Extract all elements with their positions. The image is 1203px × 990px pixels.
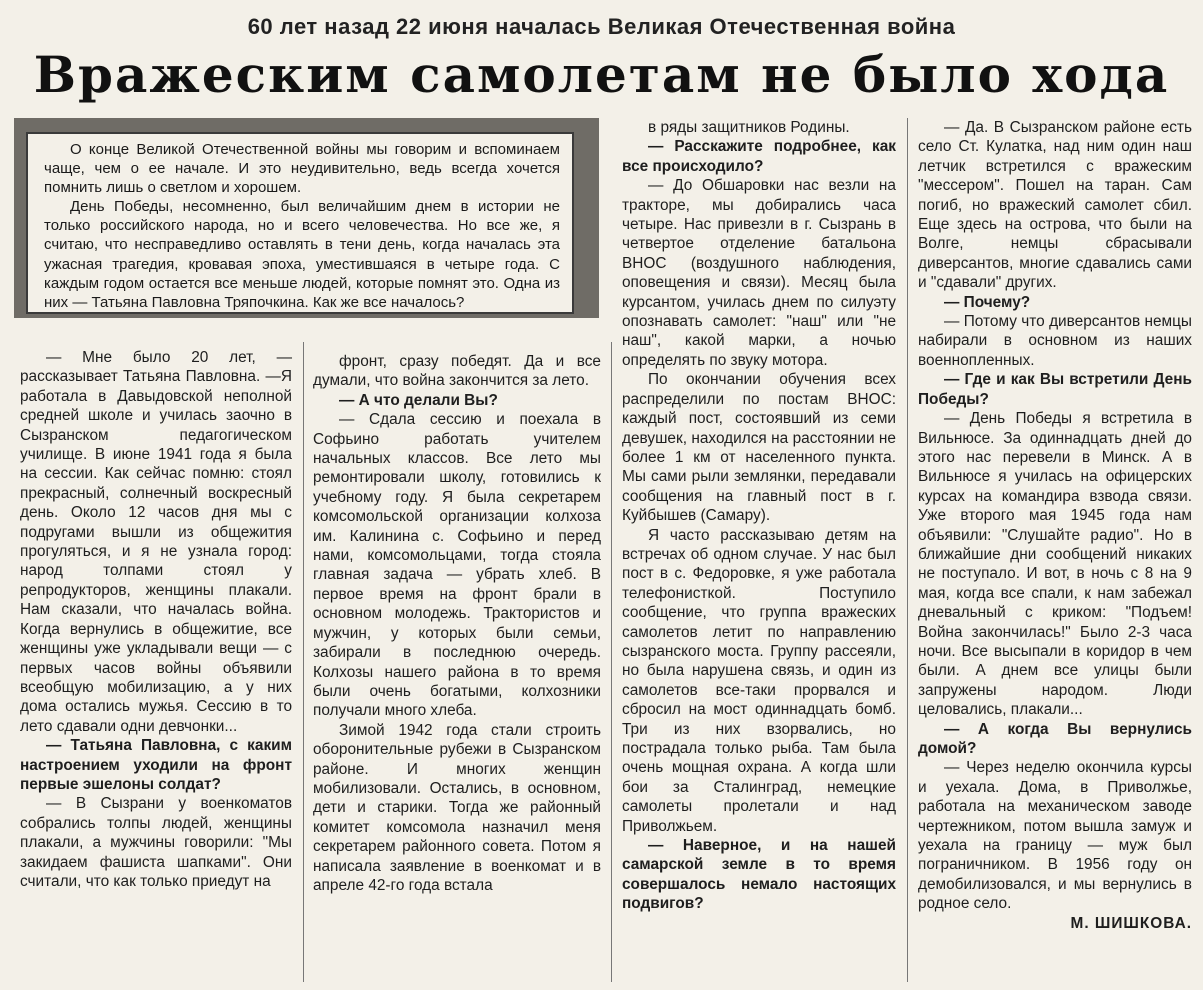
paragraph: — Потому что диверсантов немцы набирали в основном из наших военнопленных. [918, 313, 1192, 369]
headline: Вражеским самолетам не было хода [33, 45, 1170, 104]
paragraph: — Да. В Сызранском районе есть село Ст. Кулатка, над ним один наш летчик встретился с вражеским "мессером". Пошел на таран. Сам погиб, но вражеский самолет сбил. Еще здесь на острова, что были на Волге, немцы сбрасывали диверсантов, многие сдавались сами и "сдавали" других. [918, 119, 1192, 292]
interview-question: — Почему? [944, 293, 1031, 311]
lead-paragraph-2: День Победы, несомненно, был величайшим днем в истории не только российского народа, но и всего человечества. Но все же, я считаю, что несправедливо оставлять в тени день, когда началась эта ужасная трагедия, кровавая эпоха, уместившаяся в четыре года. С каждым годом остается все меньше людей, которые помнят это. Одна из них — Татьяна Павловна Тряпочкина. Как же все началось? [44, 198, 560, 311]
paragraph: — Сдала сессию и поехала в Софьино работать учителем начальных классов. Все лето мы ремонтировали школу, готовились к учебному году. Я была секретарем комсомольской организации колхоза им. Калинина с. Софьино и перед нами, комсомольцами, тогда стояла главная задача — убрать хлеб. В первое время на фронт брали в основном молодежь. Трактористов и мужчин, у которых были семьи, забирали в последнюю очередь. Колхозы нашего района в то время были очень богатыми, колхозники получали много хлеба. [313, 411, 601, 720]
paragraph: По окончании обучения всех распределили по постам ВНОС: каждый пост, состоявший из семи девушек, находился на расстоянии не более 1 км от населенного пункта. Мы сами рыли землянки, передавали сообщения на главный пост в г. Куйбышев (Самару). [622, 371, 896, 525]
text-column-2 [313, 352, 601, 895]
interview-question: — Наверное, и на нашей самарской земле в то время совершалось немало настоящих подвигов? [622, 837, 896, 913]
kicker: 60 лет назад 22 июня началась Великая Отечественная война [247, 14, 956, 39]
lead-paragraph-1: О конце Великой Отечественной войны мы говорим и вспоминаем чаще, чем о ее начале. И это неудивительно, ведь всегда хочется помнить лишь о светлом и хорошем. [44, 141, 560, 197]
interview-question: — А что делали Вы? [339, 391, 498, 409]
paragraph: — Мне было 20 лет, — рассказывает Татьяна Павловна. —Я работала в Давыдовской неполной средней школе и училась заочно в Сызранском педагогическом училище. В июне 1941 года я была на сессии. Как сейчас помню: стоял прекрасный, солнечный воскресный день. Около 12 часов дня мы с подругами вышли из общежития прогуляться, и я не узнала город: народ толпами стоял у репродукторов, женщины плакали. Нам сказали, что началась война. Когда вернулись в общежитие, все женщины уже укладывали вещи — с первых часов войны объявили всеобщую мобилизацию, а у них дома остались мужья. Сессию в то лето сдавали одни девчонки... [20, 349, 292, 735]
paragraph: — Через неделю окончила курсы и уехала. Дома, в Приволжье, работала на механическом заводе чертежником, потом вышла замуж и уехала на границу — муж был пограничником. В 1956 году он демобилизовался, и мы вернулись в родное село. [918, 759, 1192, 913]
interview-question: — Татьяна Павловна, с каким настроением уходили на фронт первые эшелоны солдат? [20, 737, 292, 793]
column-divider [303, 342, 304, 982]
lead-box [14, 118, 612, 331]
paragraph: фронт, сразу победят. Да и все думали, что война закончится за лето. [313, 353, 601, 390]
column-divider [611, 342, 612, 982]
paragraph: в ряды защитников Родины. [648, 119, 850, 136]
paragraph: — В Сызрани у военкоматов собрались толпы людей, женщины плакали, а мужчины говорили: "Мы закидаем фашиста шапками". Они считали, что как только приедут на [20, 795, 292, 890]
interview-question: — Расскажите подробнее, как все происходило? [622, 138, 896, 175]
paragraph: — День Победы я встретила в Вильнюсе. За одиннадцать дней до этого нас перевели в Минск. А в Вильнюсе я училась на офицерских курсах на командира взвода связи. Уже второго мая 1945 года нам объявили: "Слушайте радио". Но в ближайшие дни сообщений никаких не поступало. И вот, в ночь с 8 на 9 мая, когда все спали, к нам забежал дневальный с криком: "Подъем! Война закончилась!" Было 2-3 часа ночи. Все высыпали в коридор в чем были. А днем все улицы были запружены народом. Люди целовались, плакали... [918, 410, 1192, 719]
author-signature: М. ШИШКОВА. [1070, 914, 1192, 932]
paragraph: Я часто рассказываю детям на встречах об одном случае. У нас был пост в с. Федоровке, я уже работала телефонисткой. Поступило сообщение, что группа вражеских самолетов летит по направлению сызранского моста. Группу рассеяли, но была нарушена связь, и один из самолетов все-таки прорвался и сбросил на мост одиннадцать бомб. Три из них взорвались, но пострадала только рыба. Там была очень мощная охрана. А когда шли бои за Сталинград, немецкие самолеты пролетали и над Приволжьем. [622, 526, 896, 835]
lead-text [26, 132, 574, 314]
text-column-4 [918, 118, 1192, 933]
interview-question: — Где и как Вы встретили День Победы? [918, 371, 1192, 408]
interview-question: — А когда Вы вернулись домой? [918, 720, 1192, 757]
column-divider [907, 118, 908, 982]
paragraph: — До Обшаровки нас везли на тракторе, мы добирались часа четыре. Нас привезли в г. Сызрань в четвертое отделение батальона ВНОС (воздушного наблюдения, оповещения и связи). Месяц была курсантом, училась днем по силуэту опознавать самолет: "наш" или "не наш", какой марки, а ночью определять по звуку мотора. [622, 177, 896, 369]
text-column-1 [20, 348, 292, 891]
paragraph: Зимой 1942 года стали строить оборонительные рубежи в Сызранском районе. И многих женщин мобилизовали. Остались, в основном, дети и старики. Тогда же районный комитет комсомола назначил меня секретарем районного совета. Потом я написала заявление в военкомат и в апреле 42-го года встала [313, 721, 601, 894]
text-column-3 [622, 118, 896, 914]
